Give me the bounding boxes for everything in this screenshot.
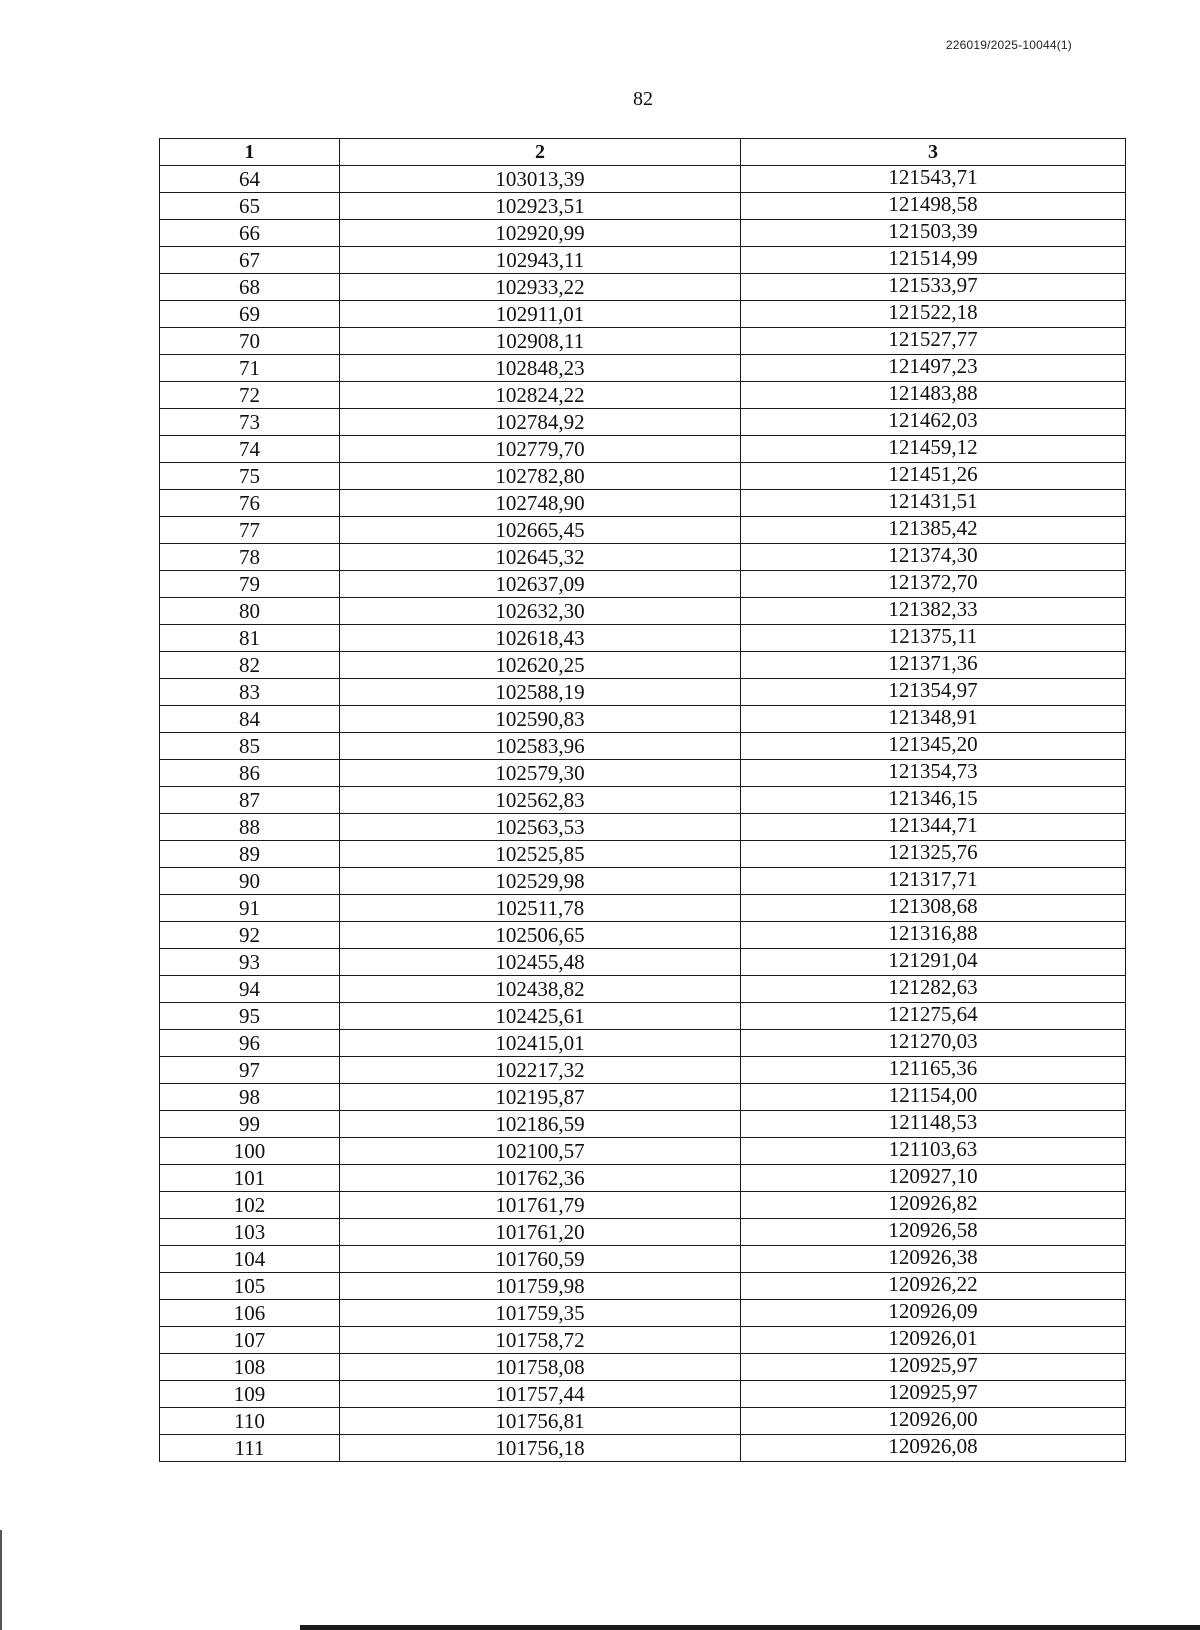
column-header-3: 3 <box>741 139 1126 166</box>
coordinate-y-cell: 120926,00 <box>741 1408 1126 1435</box>
coordinate-x-cell: 102588,19 <box>340 679 741 706</box>
coordinate-x-cell: 101762,36 <box>340 1165 741 1192</box>
coordinate-x-cell: 102529,98 <box>340 868 741 895</box>
row-number-cell: 68 <box>160 274 340 301</box>
coordinate-x-cell: 103013,39 <box>340 166 741 193</box>
coordinate-y-cell: 121345,20 <box>741 733 1126 760</box>
coordinate-y-cell: 121522,18 <box>741 301 1126 328</box>
column-header-2: 2 <box>340 139 741 166</box>
row-number-cell: 88 <box>160 814 340 841</box>
coordinate-y-cell: 121533,97 <box>741 274 1126 301</box>
row-number-cell: 76 <box>160 490 340 517</box>
table-row <box>160 868 1126 895</box>
coordinate-x-cell: 102665,45 <box>340 517 741 544</box>
coordinate-x-cell: 102525,85 <box>340 841 741 868</box>
table-row <box>160 976 1126 1003</box>
coordinate-x-cell: 101758,72 <box>340 1327 741 1354</box>
row-number-cell: 82 <box>160 652 340 679</box>
row-number-cell: 70 <box>160 328 340 355</box>
row-number-cell: 72 <box>160 382 340 409</box>
coordinate-x-cell: 102425,61 <box>340 1003 741 1030</box>
header-row <box>160 139 1126 166</box>
coordinate-x-cell: 102438,82 <box>340 976 741 1003</box>
scan-bottom-rule <box>300 1625 1200 1630</box>
coordinate-y-cell: 121103,63 <box>741 1138 1126 1165</box>
coordinate-x-cell: 102784,92 <box>340 409 741 436</box>
table-row <box>160 1165 1126 1192</box>
row-number-cell: 99 <box>160 1111 340 1138</box>
coordinate-y-cell: 121372,70 <box>741 571 1126 598</box>
coordinate-y-cell: 121317,71 <box>741 868 1126 895</box>
table-row <box>160 1111 1126 1138</box>
coordinate-x-cell: 101760,59 <box>340 1246 741 1273</box>
coordinate-y-cell: 120926,82 <box>741 1192 1126 1219</box>
row-number-cell: 78 <box>160 544 340 571</box>
coordinate-y-cell: 121543,71 <box>741 166 1126 193</box>
table-row <box>160 1138 1126 1165</box>
table-row <box>160 1381 1126 1408</box>
coordinate-y-cell: 121270,03 <box>741 1030 1126 1057</box>
coordinate-y-cell: 121497,23 <box>741 355 1126 382</box>
row-number-cell: 97 <box>160 1057 340 1084</box>
coordinate-y-cell: 121354,73 <box>741 760 1126 787</box>
table-row <box>160 355 1126 382</box>
row-number-cell: 105 <box>160 1273 340 1300</box>
row-number-cell: 111 <box>160 1435 340 1462</box>
coordinate-x-cell: 101761,79 <box>340 1192 741 1219</box>
coordinate-x-cell: 101761,20 <box>340 1219 741 1246</box>
coordinate-y-cell: 121148,53 <box>741 1111 1126 1138</box>
table-row <box>160 193 1126 220</box>
coordinate-y-cell: 121527,77 <box>741 328 1126 355</box>
table-row <box>160 409 1126 436</box>
table-row <box>160 247 1126 274</box>
row-number-cell: 64 <box>160 166 340 193</box>
table-row <box>160 1273 1126 1300</box>
table-row <box>160 1084 1126 1111</box>
coordinate-x-cell: 102217,32 <box>340 1057 741 1084</box>
coordinate-x-cell: 102100,57 <box>340 1138 741 1165</box>
coordinate-y-cell: 120925,97 <box>741 1354 1126 1381</box>
coordinate-x-cell: 102620,25 <box>340 652 741 679</box>
coordinate-x-cell: 101759,35 <box>340 1300 741 1327</box>
row-number-cell: 80 <box>160 598 340 625</box>
coordinate-y-cell: 121451,26 <box>741 463 1126 490</box>
coordinate-y-cell: 121344,71 <box>741 814 1126 841</box>
row-number-cell: 92 <box>160 922 340 949</box>
coordinate-y-cell: 121325,76 <box>741 841 1126 868</box>
table-row <box>160 1219 1126 1246</box>
row-number-cell: 75 <box>160 463 340 490</box>
row-number-cell: 87 <box>160 787 340 814</box>
table-row <box>160 1192 1126 1219</box>
coordinate-x-cell: 102455,48 <box>340 949 741 976</box>
table-row <box>160 949 1126 976</box>
coordinate-y-cell: 120927,10 <box>741 1165 1126 1192</box>
table-row <box>160 922 1126 949</box>
coordinate-y-cell: 121346,15 <box>741 787 1126 814</box>
table-row <box>160 517 1126 544</box>
table-row <box>160 625 1126 652</box>
row-number-cell: 67 <box>160 247 340 274</box>
table-row <box>160 814 1126 841</box>
coordinate-y-cell: 121514,99 <box>741 247 1126 274</box>
row-number-cell: 96 <box>160 1030 340 1057</box>
coordinate-x-cell: 102748,90 <box>340 490 741 517</box>
row-number-cell: 89 <box>160 841 340 868</box>
coordinate-x-cell: 102645,32 <box>340 544 741 571</box>
row-number-cell: 69 <box>160 301 340 328</box>
coordinates-table <box>159 138 1126 1462</box>
coordinate-x-cell: 102637,09 <box>340 571 741 598</box>
coordinate-y-cell: 120925,97 <box>741 1381 1126 1408</box>
table-row <box>160 490 1126 517</box>
coordinate-y-cell: 121308,68 <box>741 895 1126 922</box>
row-number-cell: 108 <box>160 1354 340 1381</box>
coordinate-x-cell: 102943,11 <box>340 247 741 274</box>
coordinate-y-cell: 120926,01 <box>741 1327 1126 1354</box>
table-row <box>160 328 1126 355</box>
coordinate-x-cell: 102911,01 <box>340 301 741 328</box>
coordinate-x-cell: 102186,59 <box>340 1111 741 1138</box>
row-number-cell: 66 <box>160 220 340 247</box>
row-number-cell: 110 <box>160 1408 340 1435</box>
table-row <box>160 1327 1126 1354</box>
table-row <box>160 652 1126 679</box>
coordinate-y-cell: 120926,22 <box>741 1273 1126 1300</box>
row-number-cell: 109 <box>160 1381 340 1408</box>
coordinate-y-cell: 120926,58 <box>741 1219 1126 1246</box>
coordinate-y-cell: 121371,36 <box>741 652 1126 679</box>
table-row <box>160 1354 1126 1381</box>
coordinate-y-cell: 121431,51 <box>741 490 1126 517</box>
coordinate-x-cell: 101757,44 <box>340 1381 741 1408</box>
coordinate-x-cell: 102563,53 <box>340 814 741 841</box>
coordinate-x-cell: 102782,80 <box>340 463 741 490</box>
coordinate-x-cell: 102848,23 <box>340 355 741 382</box>
row-number-cell: 103 <box>160 1219 340 1246</box>
coordinate-y-cell: 121316,88 <box>741 922 1126 949</box>
table-row <box>160 760 1126 787</box>
table-body <box>160 166 1126 1462</box>
row-number-cell: 93 <box>160 949 340 976</box>
row-number-cell: 83 <box>160 679 340 706</box>
table-row <box>160 463 1126 490</box>
coordinate-x-cell: 102511,78 <box>340 895 741 922</box>
coordinate-y-cell: 121483,88 <box>741 382 1126 409</box>
table-header <box>160 139 1126 166</box>
row-number-cell: 106 <box>160 1300 340 1327</box>
coordinate-x-cell: 101756,81 <box>340 1408 741 1435</box>
coordinate-x-cell: 102908,11 <box>340 328 741 355</box>
row-number-cell: 102 <box>160 1192 340 1219</box>
table-row <box>160 301 1126 328</box>
coordinate-y-cell: 121154,00 <box>741 1084 1126 1111</box>
coordinate-x-cell: 102506,65 <box>340 922 741 949</box>
coordinate-x-cell: 102923,51 <box>340 193 741 220</box>
table-row <box>160 1246 1126 1273</box>
table-row <box>160 571 1126 598</box>
coordinate-x-cell: 102579,30 <box>340 760 741 787</box>
coordinate-y-cell: 121291,04 <box>741 949 1126 976</box>
row-number-cell: 85 <box>160 733 340 760</box>
row-number-cell: 95 <box>160 1003 340 1030</box>
row-number-cell: 101 <box>160 1165 340 1192</box>
row-number-cell: 77 <box>160 517 340 544</box>
table-row <box>160 382 1126 409</box>
table-row <box>160 1408 1126 1435</box>
table-row <box>160 598 1126 625</box>
row-number-cell: 79 <box>160 571 340 598</box>
coordinate-y-cell: 121382,33 <box>741 598 1126 625</box>
coordinate-y-cell: 121498,58 <box>741 193 1126 220</box>
coordinate-x-cell: 102583,96 <box>340 733 741 760</box>
table-row <box>160 166 1126 193</box>
coordinate-y-cell: 121354,97 <box>741 679 1126 706</box>
row-number-cell: 81 <box>160 625 340 652</box>
row-number-cell: 100 <box>160 1138 340 1165</box>
table-row <box>160 733 1126 760</box>
table-row <box>160 787 1126 814</box>
table-row <box>160 1300 1126 1327</box>
coordinate-x-cell: 101756,18 <box>340 1435 741 1462</box>
coordinate-x-cell: 102618,43 <box>340 625 741 652</box>
coordinate-x-cell: 101758,08 <box>340 1354 741 1381</box>
coordinate-x-cell: 102195,87 <box>340 1084 741 1111</box>
row-number-cell: 84 <box>160 706 340 733</box>
row-number-cell: 86 <box>160 760 340 787</box>
row-number-cell: 104 <box>160 1246 340 1273</box>
coordinate-y-cell: 121165,36 <box>741 1057 1126 1084</box>
row-number-cell: 65 <box>160 193 340 220</box>
coordinate-y-cell: 121275,64 <box>741 1003 1126 1030</box>
row-number-cell: 90 <box>160 868 340 895</box>
coordinate-y-cell: 121375,11 <box>741 625 1126 652</box>
column-header-1: 1 <box>160 139 340 166</box>
table-row <box>160 1435 1126 1462</box>
coordinate-y-cell: 121503,39 <box>741 220 1126 247</box>
coordinate-x-cell: 102590,83 <box>340 706 741 733</box>
page-number: 82 <box>633 88 653 110</box>
coordinate-x-cell: 102632,30 <box>340 598 741 625</box>
coordinate-y-cell: 121348,91 <box>741 706 1126 733</box>
table-row <box>160 841 1126 868</box>
coordinate-y-cell: 120926,09 <box>741 1300 1126 1327</box>
row-number-cell: 91 <box>160 895 340 922</box>
row-number-cell: 74 <box>160 436 340 463</box>
table-row <box>160 220 1126 247</box>
coordinate-y-cell: 120926,08 <box>741 1435 1126 1462</box>
coordinate-x-cell: 102415,01 <box>340 1030 741 1057</box>
table-row <box>160 1003 1126 1030</box>
table-row <box>160 679 1126 706</box>
coordinate-x-cell: 102933,22 <box>340 274 741 301</box>
coordinate-y-cell: 121374,30 <box>741 544 1126 571</box>
table-row <box>160 436 1126 463</box>
coordinate-x-cell: 102779,70 <box>340 436 741 463</box>
table-row <box>160 1030 1126 1057</box>
table-row <box>160 1057 1126 1084</box>
table-row <box>160 895 1126 922</box>
table-row <box>160 544 1126 571</box>
table-row <box>160 274 1126 301</box>
coordinate-y-cell: 120926,38 <box>741 1246 1126 1273</box>
table-row <box>160 706 1126 733</box>
document-number: 226019/2025-10044(1) <box>945 38 1072 52</box>
row-number-cell: 98 <box>160 1084 340 1111</box>
coordinate-x-cell: 102824,22 <box>340 382 741 409</box>
scan-edge-mark <box>0 1530 2 1630</box>
coordinate-x-cell: 101759,98 <box>340 1273 741 1300</box>
row-number-cell: 107 <box>160 1327 340 1354</box>
row-number-cell: 73 <box>160 409 340 436</box>
coordinate-y-cell: 121385,42 <box>741 517 1126 544</box>
coordinate-x-cell: 102920,99 <box>340 220 741 247</box>
coordinate-y-cell: 121462,03 <box>741 409 1126 436</box>
coordinate-y-cell: 121282,63 <box>741 976 1126 1003</box>
row-number-cell: 94 <box>160 976 340 1003</box>
row-number-cell: 71 <box>160 355 340 382</box>
coordinate-y-cell: 121459,12 <box>741 436 1126 463</box>
coordinate-x-cell: 102562,83 <box>340 787 741 814</box>
